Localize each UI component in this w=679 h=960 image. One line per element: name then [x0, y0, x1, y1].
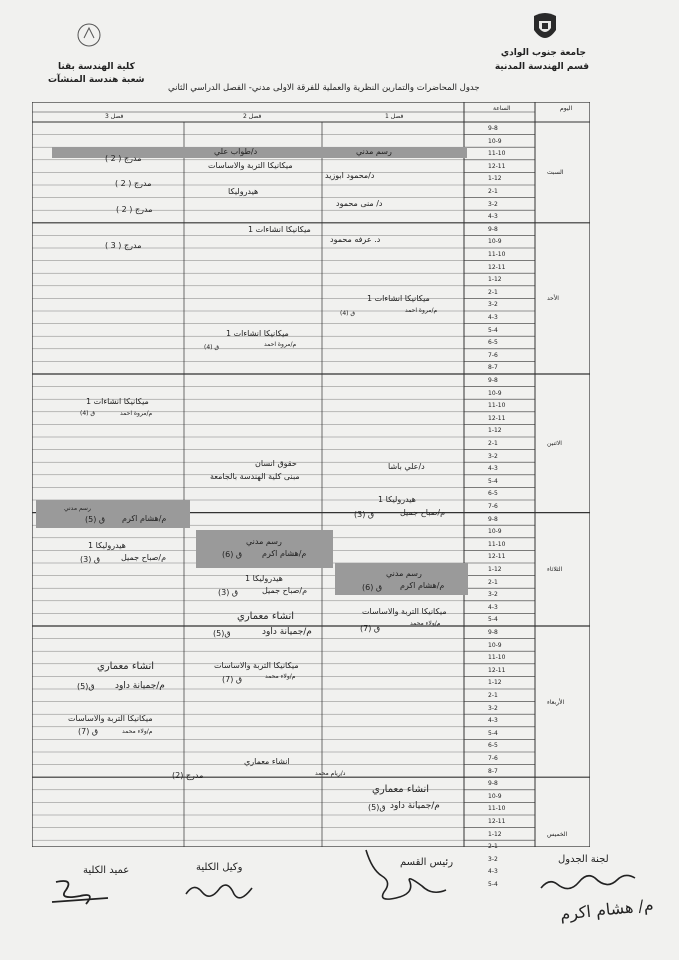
hour-slot: 10-9: [488, 528, 502, 536]
sat-soil-lecturer: د/محمود ابوزيد: [325, 171, 375, 180]
hour-slot: 7-6: [488, 755, 498, 762]
sat-soil-title: ميكانيكا التربة والاساسات: [208, 161, 293, 170]
hour-slot: 9-8: [488, 225, 498, 233]
sat-hydraulics-lecturer: د/ منى محمود: [336, 199, 383, 208]
hour-slot: 10-9: [488, 389, 502, 397]
hour-slot: 4-3: [488, 314, 498, 321]
hour-slot: 9-8: [488, 629, 498, 636]
hour-slot: 11-10: [488, 150, 506, 158]
mon-rights-lecturer: د/علي باشا: [388, 462, 425, 471]
day-label-3: الثلاثاء: [547, 566, 563, 574]
sun-c2-section: ميكانيكا انشاءات 1: [226, 329, 289, 338]
wed-c3-arch: انشاء معماري: [97, 661, 155, 672]
hour-slot: 1-12: [488, 276, 502, 284]
sat-drawing-room: مدرج ( 2 ): [105, 154, 142, 163]
sat-drawing-title: رسم مدني: [356, 147, 392, 156]
signature-label-dean: عميد الكلية: [83, 865, 130, 876]
tue-c3-drw-ta: م/هشام اكرم: [122, 514, 167, 523]
hour-slot: 11-10: [488, 402, 506, 410]
mon-rights-title: حقوق انسان: [255, 459, 297, 468]
hour-slot: 2-1: [488, 578, 498, 586]
head-signature: [362, 846, 452, 910]
university-name: جامعة جنوب الوادي: [500, 48, 586, 58]
crest: [528, 12, 562, 48]
header-class1: فصل 1: [385, 113, 404, 120]
wed-c3-arch-ta: م/جميانة داود: [115, 681, 165, 691]
hour-slot: 5-4: [488, 616, 498, 624]
hour-slot: 5-4: [488, 477, 498, 485]
tue-c1-hyd: هيدروليكا 1: [378, 495, 416, 504]
hour-slot: 3-2: [488, 452, 498, 460]
wed-c2-soil-room: ق (7): [222, 675, 243, 684]
wed-c3-soil-ta: م/ولاء محمد: [122, 728, 153, 735]
hour-slot: 2-1: [488, 843, 498, 851]
wed-c2-soil: ميكانيكا التربة والاساسات: [214, 661, 299, 670]
hour-slot: 9-8: [488, 377, 498, 384]
hour-slot: 11-10: [488, 654, 506, 662]
hour-slot: 3-2: [488, 704, 498, 712]
hour-slot: 10-9: [488, 792, 502, 800]
hour-slot: 6-5: [488, 339, 498, 347]
sat-drawing-lecturer: د/طواب علي: [214, 147, 258, 156]
sun-structures-lecturer: د. عرفه محمود: [330, 235, 381, 244]
sat-soil-room: مدرج ( 2 ): [115, 179, 152, 188]
sun-c2-ta: م/مروة احمد: [264, 341, 297, 348]
day-label-0: السبت: [547, 169, 564, 177]
tue-c1-drw: رسم مدني: [386, 569, 422, 578]
department-name: قسم الهندسة المدنية: [494, 62, 589, 72]
hour-slot: 1-12: [488, 566, 502, 573]
header-hour: الساعة: [493, 105, 511, 112]
division-name: شعبة هندسة المنشآت: [48, 75, 145, 85]
mon-c3-room: ق (4): [80, 410, 96, 417]
header-day: اليوم: [560, 105, 573, 112]
hour-slot: 1-12: [488, 830, 502, 838]
hour-slot: 12-11: [488, 818, 506, 825]
sun-structures-room: مدرج ( 3 ): [105, 241, 142, 250]
wed-c2-arch: انشاء معماري: [237, 611, 295, 622]
wed-c1-soil: ميكانيكا التربة والاساسات: [362, 607, 447, 616]
hour-slot: 5-4: [488, 729, 498, 737]
mon-c3-section: ميكانيكا انشاءات 1: [86, 397, 149, 406]
hour-slot: 4-3: [488, 213, 498, 221]
hour-slot: 3-2: [488, 591, 498, 599]
header-class2: فصل 2: [243, 113, 262, 120]
tue-c2-hyd-ta: م/صباح جميل: [262, 586, 308, 595]
tue-c2-drw-room: ق (6): [222, 550, 243, 559]
header-class3: فصل 3: [105, 113, 124, 120]
hour-slot: 12-11: [488, 263, 506, 271]
hour-slot: 2-1: [488, 188, 498, 195]
thu-c1-arch: انشاء معماري: [372, 784, 430, 795]
hour-slot: 5-4: [488, 326, 498, 334]
day-label-4: الأربعاء: [547, 698, 565, 706]
thu-arch-lecturer: د/ريام محمد: [315, 770, 346, 777]
stamp-icon: [76, 22, 102, 48]
thu-arch-room: مدرج (2): [172, 771, 204, 780]
wed-c3-soil: ميكانيكا التربة والاساسات: [68, 714, 153, 723]
tue-c1-drw-room: ق (6): [362, 583, 383, 592]
sun-c1-ta: م/مروة احمد: [405, 307, 438, 314]
hour-slot: 7-6: [488, 351, 498, 359]
hour-slot: 10-9: [488, 238, 502, 246]
wed-c2-arch-ta: م/جميانة داود: [262, 627, 312, 637]
tue-c3-hyd: هيدروليكا 1: [88, 541, 126, 550]
tue-c1-drw-shade: [335, 563, 468, 595]
day-label-2: الاثنين: [547, 440, 562, 448]
tue-c2-hyd-room: ق (3): [218, 588, 239, 597]
tue-c3-drw-room: ق (5): [85, 515, 106, 524]
wed-c3-arch-room: ق(5): [77, 682, 95, 691]
hour-slot: 11-10: [488, 251, 506, 258]
tue-c3-hyd-room: ق (3): [80, 555, 101, 564]
hour-slot: 6-5: [488, 490, 498, 498]
hour-slot: 11-10: [488, 805, 506, 813]
hour-slot: 4-3: [488, 868, 498, 876]
hour-slot: 12-11: [488, 666, 506, 674]
thu-c1-arch-ta: م/جميانة داود: [390, 801, 440, 811]
sun-c1-room: ق (4): [340, 310, 356, 317]
committee-signature: [535, 868, 645, 904]
wed-c2-soil-ta: م/ولاء محمد: [265, 673, 296, 680]
tue-c2-drw-ta: م/هشام اكرم: [262, 549, 307, 558]
committee-handwriting: م/ هشام اكرم: [559, 895, 655, 924]
hour-slot: 6-5: [488, 742, 498, 750]
hour-slot: 10-9: [488, 641, 502, 649]
hour-slot: 1-12: [488, 427, 502, 435]
hour-slot: 3-2: [488, 855, 498, 863]
hour-slot: 2-1: [488, 692, 498, 699]
tue-c3-drw: رسم مدني: [64, 505, 91, 512]
tue-c2-hyd: هيدروليكا 1: [245, 574, 283, 583]
hour-slot: 5-4: [488, 881, 498, 888]
hour-slot: 9-8: [488, 780, 498, 788]
signature-label-head: رئيس القسم: [400, 857, 454, 868]
tue-c3-drw-shade: [36, 500, 190, 528]
tue-c2-drw: رسم مدني: [246, 537, 282, 546]
thu-c1-arch-room: ق(5): [368, 803, 386, 812]
hour-slot: 4-3: [488, 465, 498, 473]
day-label-5: الخميس: [547, 830, 568, 838]
hour-slot: 12-11: [488, 553, 506, 561]
thu-arch: انشاء معماري: [244, 757, 290, 766]
wed-c2-arch-room: ق(5): [213, 629, 231, 638]
wed-c3-soil-room: ق (7): [78, 727, 99, 736]
tue-c3-hyd-ta: م/صباح جميل: [121, 553, 167, 562]
hour-slot: 10-9: [488, 137, 502, 145]
sun-c1-section: ميكانيكا انشاءات 1: [367, 294, 430, 303]
wed-c1-soil-ta: م/ولاء محمد: [410, 620, 441, 627]
hour-slot: 11-10: [488, 540, 506, 548]
hour-slot: 8-7: [488, 767, 498, 775]
table-title: جدول المحاضرات والتمارين النظرية والعملية للفرقة الاولى مدني- الفصل الدراسي الثاني: [168, 83, 480, 93]
hour-slot: 3-2: [488, 200, 498, 208]
hour-slot: 1-12: [488, 679, 502, 687]
tue-c1-drw-ta: م/هشام اكرم: [400, 581, 445, 590]
sun-c2-room: ق (4): [204, 344, 220, 351]
dean-signature: [46, 874, 116, 910]
tue-c1-hyd-room: ق (3): [354, 510, 375, 519]
mon-rights-room: مبنى كلية الهندسة بالجامعة: [210, 472, 300, 481]
hour-slot: 4-3: [488, 717, 498, 725]
signature-label-vice-dean: وكيل الكلية: [196, 862, 243, 873]
mon-c3-ta: م/مروة احمد: [120, 410, 153, 417]
vice-dean-signature: [180, 874, 260, 910]
sat-hydraulics-title: هيدروليكا: [228, 187, 259, 196]
hour-slot: 9-8: [488, 125, 498, 132]
tue-c1-hyd-ta: م/صباح جميل: [400, 508, 446, 517]
hour-slot: 12-11: [488, 414, 506, 422]
hour-slot: 7-6: [488, 503, 498, 510]
sun-structures-title: ميكانيكا انشاءات 1: [248, 225, 311, 234]
hour-slot: 2-1: [488, 288, 498, 296]
hour-slot: 9-8: [488, 515, 498, 523]
hour-slot: 3-2: [488, 301, 498, 309]
hour-slot: 2-1: [488, 440, 498, 447]
day-label-1: الأحد: [547, 295, 559, 303]
hour-slot: 12-11: [488, 162, 506, 170]
wed-c1-soil-room: ق (7): [360, 624, 381, 633]
signature-label-committee: لجنة الجدول: [558, 854, 609, 865]
sat-hydraulics-room: مدرج ( 2 ): [116, 205, 153, 214]
hour-slot: 8-7: [488, 364, 498, 372]
faculty-name: كلية الهندسة بقنا: [58, 62, 135, 72]
hour-slot: 1-12: [488, 175, 502, 183]
hour-slot: 4-3: [488, 603, 498, 611]
